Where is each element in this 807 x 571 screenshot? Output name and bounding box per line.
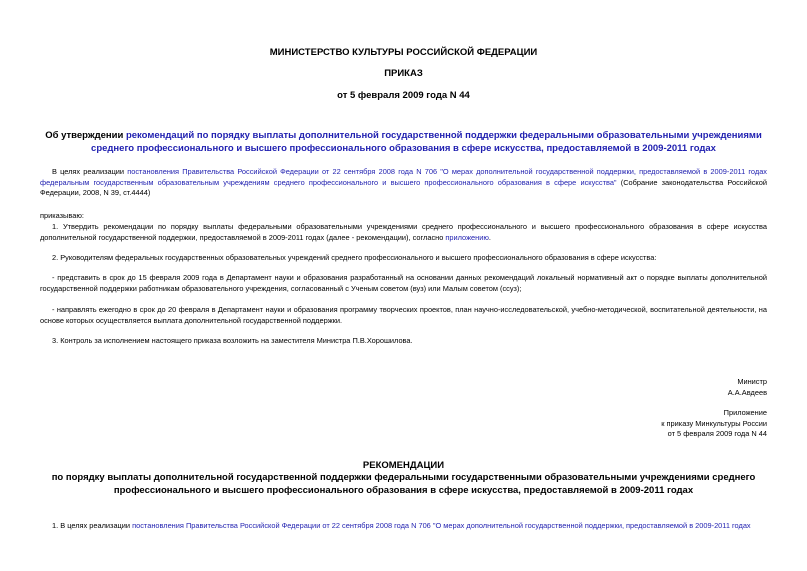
title-prefix: Об утверждении xyxy=(45,130,126,141)
item-2 xyxy=(40,253,767,264)
ministry-name: МИНИСТЕРСТВО КУЛЬТУРЫ РОССИЙСКОЙ ФЕДЕРАЦИИ xyxy=(269,47,538,58)
rec-item-1-link[interactable]: постановления Правительства Российской Федерации от 22 сентября 2008 года N 706 "О мерах дополнительной государственной поддержки, предоставляемой в 2009-2011 годах xyxy=(132,521,751,530)
rec-item-1 xyxy=(40,521,767,533)
appendix-line-2: к приказу Минкультуры России xyxy=(661,418,767,428)
item-2-text: 2. Руководителям федеральных государственных образовательных учреждений среднего профессионального и высшего профессионального образования в сфере искусства: xyxy=(52,253,657,262)
recommendations-heading: РЕКОМЕНДАЦИИ xyxy=(362,460,445,471)
item-2-b-text: - направлять ежегодно в срок до 20 февраля в Департамент науки и образования программу творческих проектов, план научно-исследовательской, учебно-методической, воспитательной деятельности, на основе которых осуществляется выплата дополнительной государственной поддержки. xyxy=(40,305,767,325)
item-2-b xyxy=(40,305,767,326)
recommendations-subheading: по порядку выплаты дополнительной государственной поддержки федеральными государственными образовательными учреждениями среднего профессионального и высшего профессионального образования в сфере искусства, предоставляемой в 2009-2011 годах xyxy=(51,472,756,496)
item-3 xyxy=(40,336,767,347)
rec-item-1-prefix: 1. В целях реализации xyxy=(52,521,133,530)
item-3-text: 3. Контроль за исполнением настоящего приказа возложить на заместителя Министра П.В.Хорошилова. xyxy=(52,336,413,345)
appendix-line-1: Приложение xyxy=(723,408,767,417)
preamble-suffix: (Собрание законодательства Российской Федерации, 2008, N 39, ст.4444) xyxy=(40,177,767,197)
item-1-text: 1. Утвердить рекомендации по порядку выплаты федеральными образовательными учреждениями среднего профессионального и высшего профессионального образования в сфере искусства дополнительной государственной поддержки, предоставляемой в 2009-2011 годах (далее - рекомендации), согласно xyxy=(40,222,767,242)
item-1 xyxy=(40,222,767,243)
preamble-prefix: В целях реализации xyxy=(52,167,128,176)
signature-position: Министр xyxy=(737,377,767,386)
preamble-link[interactable]: постановления Правительства Российской Федерации от 22 сентября 2008 года N 706 "О мерах дополнительной государственной поддержки, предоставляемой в 2009-2011 годах федеральным государственным образовательным учреждениям среднего профессионального и высшего профессионального образования в сфере искусства" xyxy=(40,167,768,187)
doc-title xyxy=(40,129,767,155)
orders-label: приказываю: xyxy=(40,211,84,220)
item-2-a xyxy=(40,273,767,294)
signature-name: А.А.Авдеев xyxy=(727,387,767,397)
appendix-link[interactable]: приложению xyxy=(445,232,489,242)
item-1-end: . xyxy=(488,232,491,242)
doc-type: ПРИКАЗ xyxy=(384,68,423,79)
title-link[interactable]: рекомендаций по порядку выплаты дополнительной государственной поддержки федеральными образовательными учреждениями среднего профессионального и высшего профессионального образования в сфере искусства, предоставляемой в 2009-2011 годах xyxy=(91,130,762,154)
item-2-a-text: - представить в срок до 15 февраля 2009 года в Департамент науки и образования разработанный на основании данных рекомендаций локальный нормативный акт о порядке выплаты дополнительной государственной поддержки работникам образовательного учреждения, согласованный с Ученым советом (вуз) или Малым советом (ссуз); xyxy=(40,273,767,293)
preamble xyxy=(40,167,767,199)
signature-block xyxy=(467,377,767,398)
appendix-reference xyxy=(467,408,767,440)
appendix-line-3: от 5 февраля 2009 года N 44 xyxy=(667,429,767,438)
doc-date-number: от 5 февраля 2009 года N 44 xyxy=(337,90,470,101)
